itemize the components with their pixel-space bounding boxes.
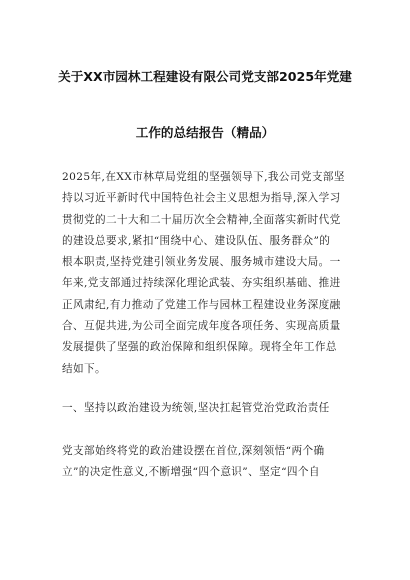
paragraph-line: 立”的决定性意义,不断增强“四个意识”、坚定“四个自 (62, 466, 320, 479)
paragraph-line: 的建设总要求,紧扣“围绕中心、建设队伍、服务群众”的 (62, 234, 331, 247)
paragraph-line: 持以习近平新时代中国特色社会主义思想为指导,深入学习 (62, 192, 341, 205)
paragraph-line: 正风肃纪,有力推动了党建工作与园林工程建设业务深度融 (62, 298, 341, 311)
paragraph-line: 贯彻党的二十大和二十届历次全会精神,全面落实新时代党 (62, 213, 341, 226)
paragraph-line: 结如下。 (62, 362, 106, 375)
paragraph-line: 根本职责,坚持党建引领业务发展、服务城市建设大局。一 (62, 256, 341, 269)
document-title-line-2: 工作的总结报告（精品） (135, 125, 275, 140)
document-title-line-1: 关于XX市园林工程建设有限公司党支部2025年党建 (58, 69, 352, 84)
section-heading: 一、坚持以政治建设为统领,坚决扛起管党治党政治责任 (62, 402, 330, 414)
paragraph-line: 合、互促共进,为公司全面完成年度各项任务、实现高质量 (62, 320, 341, 333)
section-paragraph (62, 441, 352, 484)
paragraph-line: 发展提供了坚强的政治保障和组织保障。现将全年工作总 (62, 341, 337, 354)
intro-paragraph (62, 167, 352, 380)
paragraph-line: 党支部始终将党的政治建设摆在首位,深刻领悟“两个确 (62, 445, 325, 457)
paragraph-line: 年来,党支部通过持续深化理论武装、夯实组织基础、推进 (62, 277, 341, 290)
paragraph-line: 2025年,在XX市林草局党组的坚强领导下,我公司党支部坚 (62, 171, 345, 183)
